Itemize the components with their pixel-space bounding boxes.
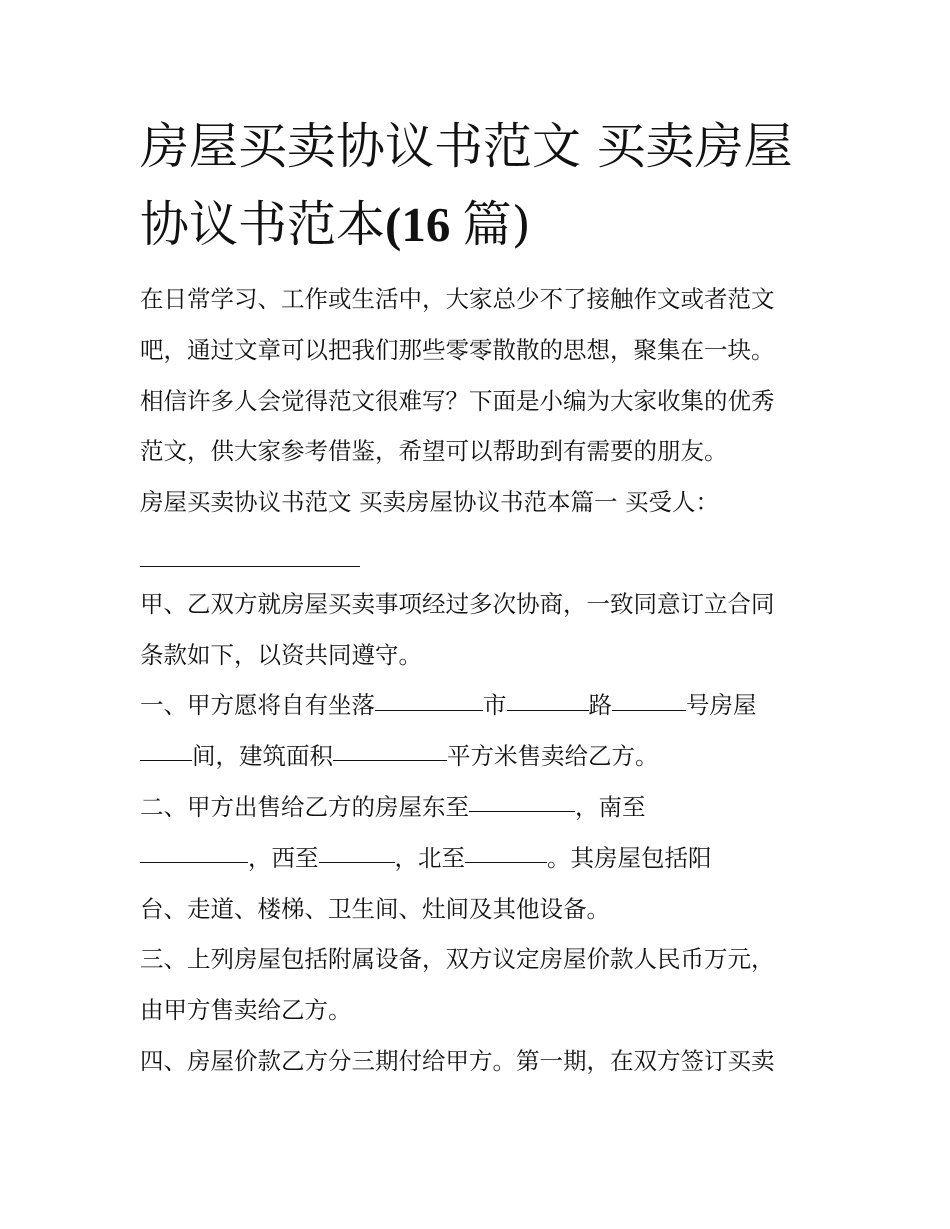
- rooms-blank: [140, 736, 192, 762]
- agreement-paragraph-line: 甲、乙双方就房屋买卖事项经过多次协商，一致同意订立合同: [140, 589, 775, 618]
- section-heading: 房屋买卖协议书范文 买卖房屋协议书范本篇一 买受人：: [140, 488, 719, 517]
- title-line-2-prefix: 协议书范本: [140, 196, 386, 253]
- title-line-1: 房屋买卖协议书范文 买卖房屋: [140, 118, 793, 175]
- document-title: [140, 108, 820, 264]
- clause-4-line-1: 四、房屋价款乙方分三期付给甲方。第一期，在双方签订买卖: [140, 1046, 775, 1075]
- agreement-paragraph-line: 条款如下，以资共同遵守。: [140, 640, 422, 669]
- title-count: (16: [385, 197, 463, 252]
- south-boundary-blank: [140, 837, 248, 863]
- location-blank: [375, 685, 483, 711]
- clause-text: 二、甲方出售给乙方的房屋东至: [140, 792, 469, 821]
- clause-text: 号房屋: [686, 691, 757, 720]
- clause-2-line-2: [140, 833, 820, 884]
- clause-text: ，北至: [394, 843, 465, 872]
- clause-text: 路: [588, 691, 612, 720]
- clause-text: 平方米售卖给乙方。: [447, 742, 659, 771]
- buyer-name-blank: [140, 528, 820, 579]
- city-blank: [507, 685, 589, 711]
- area-blank: [333, 736, 447, 762]
- clause-1-line-1: [140, 680, 820, 731]
- intro-line: 吧，通过文章可以把我们那些零零散散的思想，聚集在一块。: [140, 335, 775, 364]
- clause-3-line-1: 三、上列房屋包括附属设备，双方议定房屋价款人民币万元，: [140, 945, 775, 974]
- clause-text: 市: [483, 691, 507, 720]
- clause-2-line-3: 台、走道、楼梯、卫生间、灶间及其他设备。: [140, 894, 610, 923]
- road-blank: [612, 685, 686, 711]
- clause-text: ，南至: [575, 792, 646, 821]
- clause-3-line-2: 由甲方售卖给乙方。: [140, 996, 352, 1025]
- title-line-2: [140, 186, 820, 264]
- title-line-2-suffix: 篇): [462, 196, 531, 253]
- intro-line: 在日常学习、工作或生活中，大家总少不了接触作文或者范文: [140, 285, 775, 313]
- blank-line: [140, 566, 360, 567]
- north-boundary-blank: [465, 837, 547, 863]
- west-boundary-blank: [319, 837, 395, 863]
- clause-2-line-1: [140, 782, 820, 833]
- document-body: [140, 274, 820, 1087]
- intro-line: 相信许多人会觉得范文很难写？下面是小编为大家收集的优秀: [140, 386, 775, 415]
- clause-text: 一、甲方愿将自有坐落: [140, 691, 375, 720]
- clause-1-line-2: [140, 731, 820, 782]
- clause-text: 间，建筑面积: [192, 742, 333, 771]
- document-content: [140, 108, 820, 1087]
- clause-text: ，西至: [248, 843, 319, 872]
- east-boundary-blank: [469, 786, 575, 812]
- intro-line: 范文，供大家参考借鉴，希望可以帮助到有需要的朋友。: [140, 437, 728, 466]
- clause-text: 。其房屋包括阳: [547, 843, 712, 872]
